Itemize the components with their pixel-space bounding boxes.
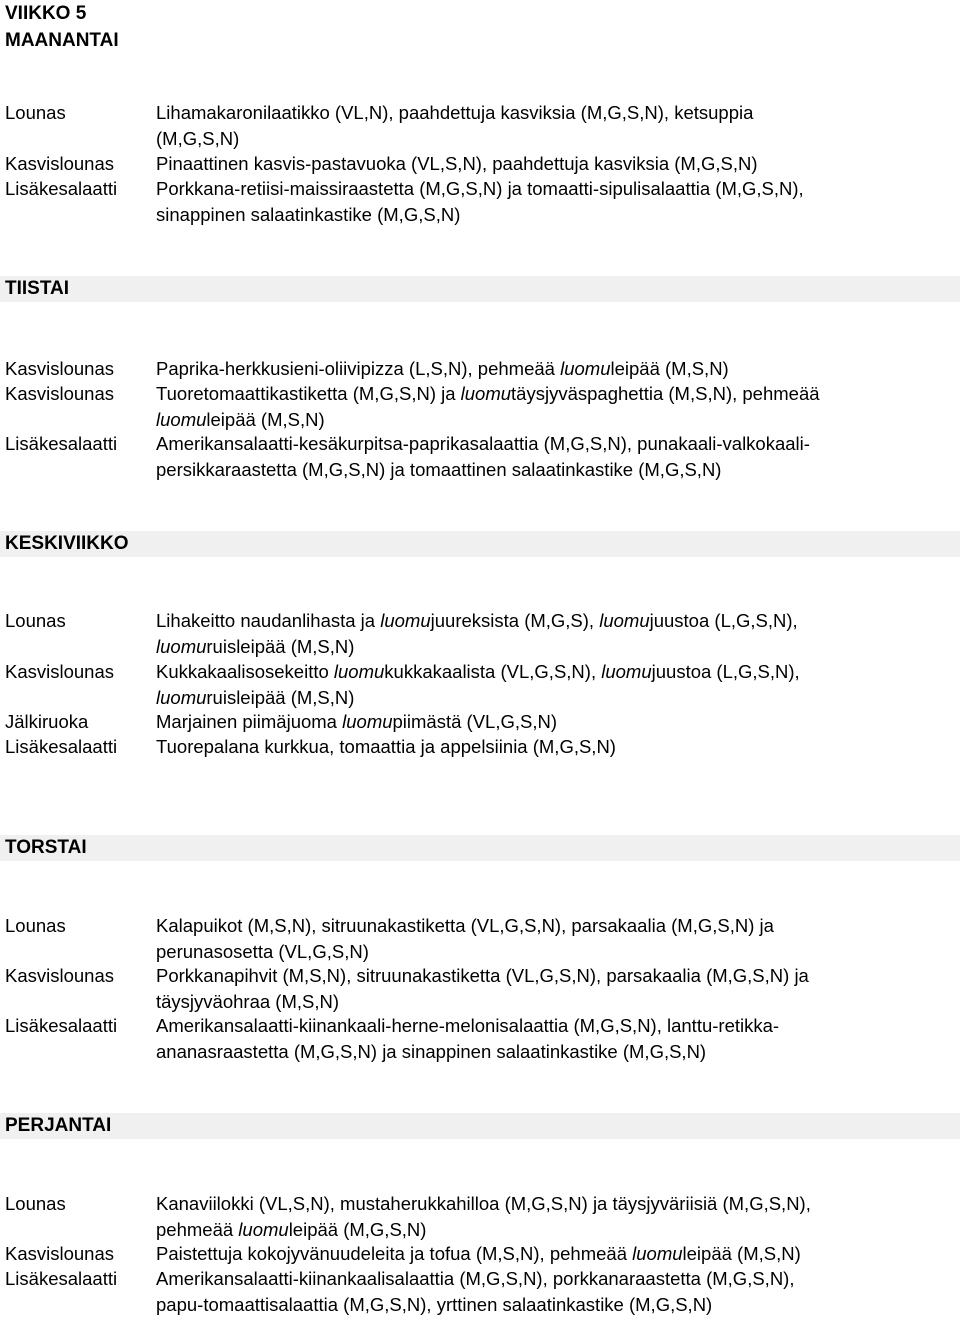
menu-text: Paistettuja kokojyvänuudeleita ja tofua (M,S,N), pehmeää luomuleipää (M,S,N) bbox=[156, 1243, 801, 1264]
menu-text: Marjainen piimäjuoma luomupiimästä (VL,G,S,N) bbox=[156, 711, 558, 732]
menu-text: Kukkakaalisosekeitto luomukukkakaalista (VL,G,S,N), luomujuustoa (L,G,S,N), luomuruisleipää (M,S,N) bbox=[156, 661, 800, 708]
menu-text: Tuoretomaattikastiketta (M,G,S,N) ja luomutäysjyväspaghettia (M,S,N), pehmeää luomuleipää (M,S,N) bbox=[156, 383, 820, 430]
menu-text: Amerikansalaatti-kesäkurpitsa-paprikasalaattia (M,G,S,N), punakaali-valkokaali- persikkaraastetta (M,G,S,N) ja tomaattinen salaatinkastike (M,G,S,N) bbox=[156, 433, 810, 480]
day-name: KESKIVIIKKO bbox=[5, 533, 129, 554]
menu-label: Kasvislounas bbox=[5, 965, 115, 986]
menu-label: Lounas bbox=[5, 915, 66, 936]
menu-text: Tuorepalana kurkkua, tomaattia ja appelsiinia (M,G,S,N) bbox=[156, 736, 616, 757]
day-heading-monday: MAANANTAI bbox=[5, 30, 119, 51]
page-header bbox=[5, 0, 119, 54]
menu-label: Lisäkesalaatti bbox=[5, 736, 118, 757]
menu-text: Kalapuikot (M,S,N), sitruunakastiketta (VL,G,S,N), parsakaalia (M,G,S,N) ja perunasosetta (VL,G,S,N) bbox=[156, 915, 774, 962]
menu-text: Kanaviilokki (VL,S,N), mustaherukkahilloa (M,G,S,N) ja täysjyväriisiä (M,G,S,N), pehmeää luomuleipää (M,G,S,N) bbox=[156, 1193, 811, 1240]
menu-text: Lihakeitto naudanlihasta ja luomujuureksista (M,G,S), luomujuustoa (L,G,S,N), luomuruisleipää (M,S,N) bbox=[156, 610, 798, 657]
menu-text: Pinaattinen kasvis-pastavuoka (VL,S,N), paahdettuja kasviksia (M,G,S,N) bbox=[156, 153, 758, 174]
menu-label: Lounas bbox=[5, 102, 66, 123]
day-name: TORSTAI bbox=[5, 837, 87, 858]
menu-label: Lounas bbox=[5, 1193, 66, 1214]
menu-label: Jälkiruoka bbox=[5, 711, 89, 732]
menu-label: Kasvislounas bbox=[5, 358, 115, 379]
menu-text: Paprika-herkkusieni-oliivipizza (L,S,N), pehmeää luomuleipää (M,S,N) bbox=[156, 358, 729, 379]
day-heading-thursday bbox=[0, 835, 960, 861]
menu-label: Lisäkesalaatti bbox=[5, 1015, 118, 1036]
day-heading-wednesday bbox=[0, 531, 960, 557]
day-heading-tuesday bbox=[0, 276, 960, 302]
week-title: VIIKKO 5 bbox=[5, 3, 87, 24]
day-name: PERJANTAI bbox=[5, 1115, 112, 1136]
menu-label: Lisäkesalaatti bbox=[5, 433, 118, 454]
menu-label: Kasvislounas bbox=[5, 153, 115, 174]
menu-text: Porkkana-retiisi-maissiraastetta (M,G,S,N) ja tomaatti-sipulisalaattia (M,G,S,N), sinappinen salaatinkastike (M,G,S,N) bbox=[156, 178, 804, 225]
menu-label: Kasvislounas bbox=[5, 1243, 115, 1264]
day-name: TIISTAI bbox=[5, 278, 70, 299]
menu-text: Amerikansalaatti-kiinankaali-herne-melonisalaattia (M,G,S,N), lanttu-retikka- ananasraastetta (M,G,S,N) ja sinappinen salaatinkastike (M,G,S,N) bbox=[156, 1015, 780, 1062]
menu-text: Porkkanapihvit (M,S,N), sitruunakastiketta (VL,G,S,N), parsakaalia (M,G,S,N) ja täysjyväohraa (M,S,N) bbox=[156, 965, 809, 1012]
menu-label: Lisäkesalaatti bbox=[5, 178, 118, 199]
menu-label: Kasvislounas bbox=[5, 661, 115, 682]
menu-label: Kasvislounas bbox=[5, 383, 115, 404]
menu-text: Lihamakaronilaatikko (VL,N), paahdettuja kasviksia (M,G,S,N), ketsuppia (M,G,S,N) bbox=[156, 102, 754, 149]
day-heading-friday bbox=[0, 1113, 960, 1139]
menu-label: Lounas bbox=[5, 610, 66, 631]
menu-text: Amerikansalaatti-kiinankaalisalaattia (M,G,S,N), porkkanaraastetta (M,G,S,N), papu-tomaattisalaattia (M,G,S,N), yrttinen salaatinkastike (M,G,S,N) bbox=[156, 1268, 795, 1315]
menu-label: Lisäkesalaatti bbox=[5, 1268, 118, 1289]
